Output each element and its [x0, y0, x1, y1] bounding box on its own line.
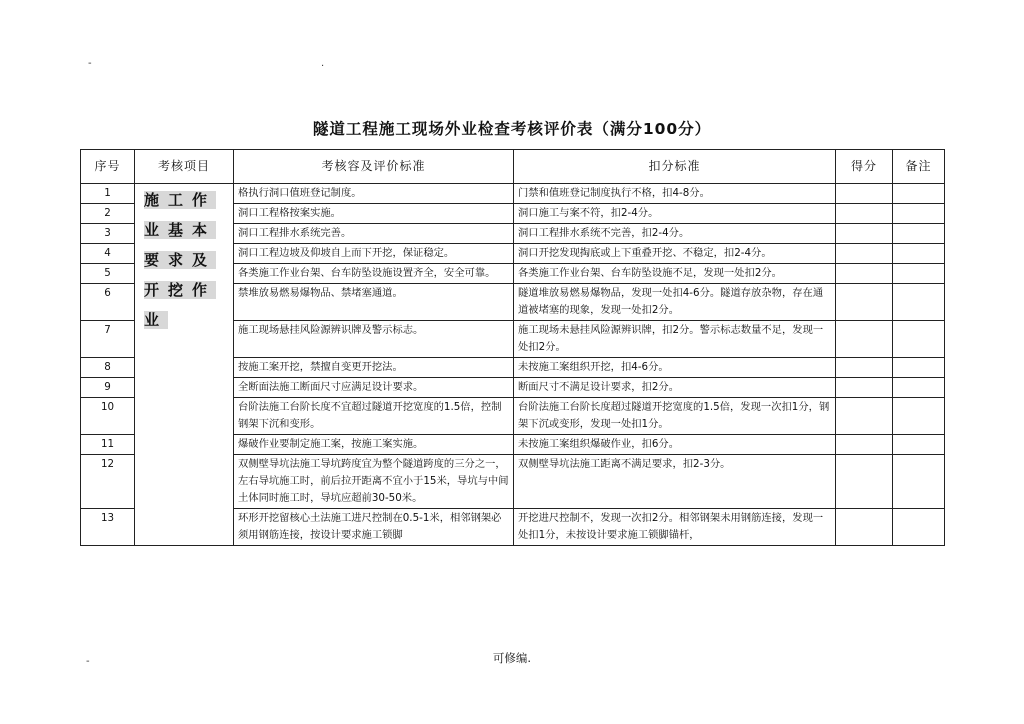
row-deduction: 未按施工案组织开挖，扣4-6分。 [514, 358, 836, 378]
footer-mark: - [86, 656, 90, 667]
row-deduction: 洞口开挖发现掏底或上下重叠开挖、不稳定，扣2-4分。 [514, 244, 836, 264]
header-mark-left: - [88, 58, 92, 69]
footer-text: 可修编. [492, 651, 532, 665]
row-remark[interactable] [893, 321, 945, 358]
row-standard: 施工现场悬挂风险源辨识牌及警示标志。 [234, 321, 514, 358]
row-no: 2 [81, 204, 135, 224]
row-remark[interactable] [893, 184, 945, 204]
row-deduction: 隧道堆放易燃易爆物品，发现一处扣4-6分。隧道存放杂物，存在通道被堵塞的现象，发现一处扣2分。 [514, 284, 836, 321]
row-score[interactable] [836, 358, 893, 378]
row-remark[interactable] [893, 224, 945, 244]
row-standard: 按施工案开挖，禁擅自变更开挖法。 [234, 358, 514, 378]
row-remark[interactable] [893, 378, 945, 398]
row-score[interactable] [836, 224, 893, 244]
row-score[interactable] [836, 435, 893, 455]
category-cell [135, 184, 234, 546]
row-deduction: 双侧壁导坑法施工距离不满足要求，扣2-3分。 [514, 455, 836, 509]
row-remark[interactable] [893, 204, 945, 224]
row-deduction: 开挖进尺控制不，发现一次扣2分。相邻钢架未用钢筋连接，发现一处扣1分，未按设计要求施工锁脚锚杆， [514, 509, 836, 546]
row-no: 10 [81, 398, 135, 435]
row-remark[interactable] [893, 435, 945, 455]
row-score[interactable] [836, 184, 893, 204]
col-header-remark: 备注 [893, 150, 945, 184]
row-score[interactable] [836, 204, 893, 224]
col-header-standard: 考核容及评价标准 [234, 150, 514, 184]
row-no: 11 [81, 435, 135, 455]
row-standard: 双侧壁导坑法施工导坑跨度宜为整个隧道跨度的三分之一，左右导坑施工时，前后拉开距离不宜小于15米，导坑与中间土体同时施工时，导坑应超前30-50米。 [234, 455, 514, 509]
row-deduction: 各类施工作业台架、台车防坠设施不足，发现一处扣2分。 [514, 264, 836, 284]
row-no: 12 [81, 455, 135, 509]
row-score[interactable] [836, 378, 893, 398]
row-no: 7 [81, 321, 135, 358]
row-standard: 洞口工程边坡及仰坡自上而下开挖，保证稳定。 [234, 244, 514, 264]
row-score[interactable] [836, 264, 893, 284]
row-deduction: 台阶法施工台阶长度超过隧道开挖宽度的1.5倍，发现一次扣1分，钢架下沉或变形，发现一处扣1分。 [514, 398, 836, 435]
row-deduction: 未按施工案组织爆破作业，扣6分。 [514, 435, 836, 455]
col-header-deduction: 扣分标准 [514, 150, 836, 184]
row-standard: 全断面法施工断面尺寸应满足设计要求。 [234, 378, 514, 398]
row-standard: 环形开挖留核心土法施工进尺控制在0.5-1米，相邻钢架必须用钢筋连接，按设计要求施工锁脚 [234, 509, 514, 546]
row-remark[interactable] [893, 509, 945, 546]
row-no: 4 [81, 244, 135, 264]
row-standard: 各类施工作业台架、台车防坠设施设置齐全，安全可靠。 [234, 264, 514, 284]
row-standard: 洞口工程排水系统完善。 [234, 224, 514, 244]
col-header-no: 序号 [81, 150, 135, 184]
row-no: 6 [81, 284, 135, 321]
row-standard: 格执行洞口值班登记制度。 [234, 184, 514, 204]
row-remark[interactable] [893, 358, 945, 378]
row-deduction: 门禁和值班登记制度执行不格，扣4-8分。 [514, 184, 836, 204]
row-standard: 洞口工程格按案实施。 [234, 204, 514, 224]
col-header-item: 考核项目 [135, 150, 234, 184]
row-remark[interactable] [893, 398, 945, 435]
row-no: 5 [81, 264, 135, 284]
document-title: 隧道工程施工现场外业检查考核评价表（满分100分） [312, 120, 712, 138]
row-remark[interactable] [893, 455, 945, 509]
row-remark[interactable] [893, 264, 945, 284]
row-standard: 爆破作业要制定施工案，按施工案实施。 [234, 435, 514, 455]
table-header-row [81, 150, 945, 184]
col-header-score: 得分 [836, 150, 893, 184]
row-deduction: 施工现场未悬挂风险源辨识牌，扣2分。警示标志数量不足，发现一处扣2分。 [514, 321, 836, 358]
category-label: 施工作业基本要求及开挖作业 [144, 191, 217, 329]
row-standard: 台阶法施工台阶长度不宜超过隧道开挖宽度的1.5倍，控制钢架下沉和变形。 [234, 398, 514, 435]
row-deduction: 洞口工程排水系统不完善，扣2-4分。 [514, 224, 836, 244]
row-remark[interactable] [893, 284, 945, 321]
row-score[interactable] [836, 284, 893, 321]
row-score[interactable] [836, 398, 893, 435]
header-mark-right: . [321, 58, 325, 69]
row-score[interactable] [836, 321, 893, 358]
row-score[interactable] [836, 455, 893, 509]
row-no: 13 [81, 509, 135, 546]
row-no: 8 [81, 358, 135, 378]
row-standard: 禁堆放易燃易爆物品、禁堵塞通道。 [234, 284, 514, 321]
row-no: 9 [81, 378, 135, 398]
row-deduction: 断面尺寸不满足设计要求，扣2分。 [514, 378, 836, 398]
row-deduction: 洞口施工与案不符，扣2-4分。 [514, 204, 836, 224]
row-score[interactable] [836, 509, 893, 546]
row-remark[interactable] [893, 244, 945, 264]
row-no: 3 [81, 224, 135, 244]
row-no: 1 [81, 184, 135, 204]
evaluation-table [80, 149, 945, 546]
table-row [81, 184, 945, 204]
row-score[interactable] [836, 244, 893, 264]
